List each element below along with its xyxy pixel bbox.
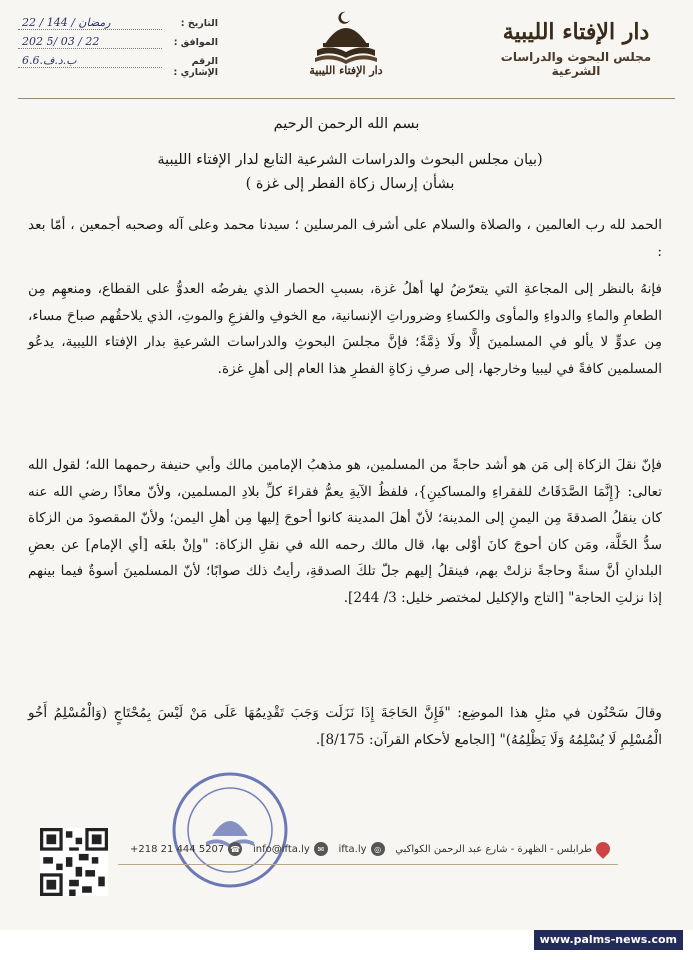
title-line-2: بشأن إرسال زكاة الفطر إلى غزة ) <box>245 176 455 192</box>
date-hijri-label: التاريخ : <box>180 18 218 29</box>
ref-row <box>18 54 218 78</box>
date-greg-row <box>18 35 218 54</box>
date-hijri-row <box>18 16 218 35</box>
brand-subtitle: مجلس البحوث والدراسات الشرعية <box>500 50 652 78</box>
paragraph-opening: الحمد لله رب العالمين ، والصلاة والسلام على أشرف المرسلين ؛ سيدنا محمد وعلى آله وصحبه أجمعين ، أمّا بعد : <box>28 217 662 260</box>
title-line-1: (بيان مجلس البحوث والدراسات الشرعية التابع لدار الإفتاء الليبية <box>157 152 543 168</box>
official-stamp <box>170 770 290 890</box>
logo-text: دار الإفتاء الليبية <box>309 64 383 77</box>
brand-name: دار الإفتاء الليبية <box>502 19 650 45</box>
letter-meta <box>18 16 218 78</box>
statement-title <box>60 148 640 196</box>
phone-text: +218 21 444 5207 <box>130 843 225 855</box>
footer-contacts <box>130 836 610 862</box>
date-greg-label: الموافق : <box>173 37 218 48</box>
email-text: info@ifta.ly <box>252 843 310 855</box>
header-divider <box>18 98 675 99</box>
mosque-book-icon <box>311 10 381 66</box>
basmala: بسم الله الرحمن الرحيم <box>273 116 420 132</box>
paragraph-call: فإنهُ بالنظر إلى المجاعةِ التي يتعرّضُ لها أهلُ غزة، بسببِ الحصار الذي يفرضُه العدوُّ على القطاع، ومنعهِم مِن الطعامِ والماءِ والدواءِ والمأوى والكساءِ وضروراتِ الإنسانية، مع الخوفِ والفزعِ والموتِ، الذي يلاحقُهم صباحَ مساء، مِن عدوٍّ لا يألو في المسلمينَ إلًّا ولَا ذِمَّةً؛ فإنَّ مجلسَ البحوثِ والدراسات الشرعيةِ بدار الإفتاء الليبية، يدعُو المسلمين كافةً في ليبيا وخارجها، إلى صرفِ زكاةِ الفطرِ هذا العام إلى أهلِ غزة. <box>28 281 662 377</box>
paragraph-sahnun: وقالَ سَحْنُون في مثلِ هذا الموضِع: "فَإِنَّ الحَاجَةَ إِذَا نَزَلَت وَجَبَ تَقْدِيمُهَا عَلَى مَنْ لَيْسَ بِمُحْتَاجٍ (وَالْمُسْلِمُ أَخُو الْمُسْلِمِ لَا يُسْلِمُهُ وَلَا يَظْلِمُهُ)" [الجامع لأحكام القرآن: 8/175]. <box>28 705 662 748</box>
phone-icon: ☎ <box>228 842 242 856</box>
email-icon: ✉ <box>314 842 328 856</box>
web-icon: ◎ <box>371 842 385 856</box>
footer-address <box>395 842 610 856</box>
website-text: ifta.ly <box>338 843 367 855</box>
ref-label: الرقم الإشاري : <box>173 56 218 78</box>
ref-value: ب.د.ف.6.6 <box>18 54 162 68</box>
ifta-logo <box>296 10 396 84</box>
footer-divider <box>118 864 618 865</box>
date-greg-value: 202 5/ 03 / 22 <box>18 35 162 49</box>
paragraph-evidence: فإنّ نقلَ الزكاة إلى مَن هو أشد حاجةً من المسلمين، هو مذهبُ الإمامين مالك وأبي حنيفة رحمهما الله؛ لقول الله تعالى: {إِنَّمَا الصَّدَقَاتُ للفقراءِ والمساكينِ}، فلفظُ الآيةِ يعمُّ فقراءَ كلِّ بلادِ المسلمين، ولأنّ معاذًا رضي الله عنه كان ينقلُ الصدقةَ مِن اليمنِ إلى المدينة؛ لأنّ أهلَ المدينة كانوا أحوجَ إليها مِن أهلِ اليمن؛ ولأنّ المقصودَ من الزكاة سدُّ الخَلَّة، ومَن كان أحوجَ كانَ أوْلى بها، قال مالك رحمه الله في نقلِ الزكاة: "وإنْ بلغَه [أي الإمام] عن بعضِ البلدانِ أنَّ سنةً وحاجةً نزلتْ بهم، فينقلُ إليهم جلّ تلكَ الصدقةِ، رأيتُ ذلك صوابًا؛ لأنّ المسلمينَ أسوةٌ فيما بينهم إذا نزلتِ الحاجة" [التاج والإكليل لمختصر خليل: 3/ 244]. <box>28 457 662 606</box>
footer-phone[interactable] <box>130 842 242 856</box>
footer-email[interactable] <box>253 842 328 856</box>
letterhead-brand <box>481 18 671 78</box>
watermark-url: www.palms-news.com <box>534 930 683 950</box>
footer-website[interactable] <box>339 842 385 856</box>
location-pin-icon <box>593 839 613 859</box>
date-hijri-value: 22 / رمضان / 144 <box>18 16 162 30</box>
address-text: طرابلس - الظهرة - شارع عبد الرحمن الكواكبي <box>395 843 592 855</box>
qr-code <box>40 828 108 896</box>
